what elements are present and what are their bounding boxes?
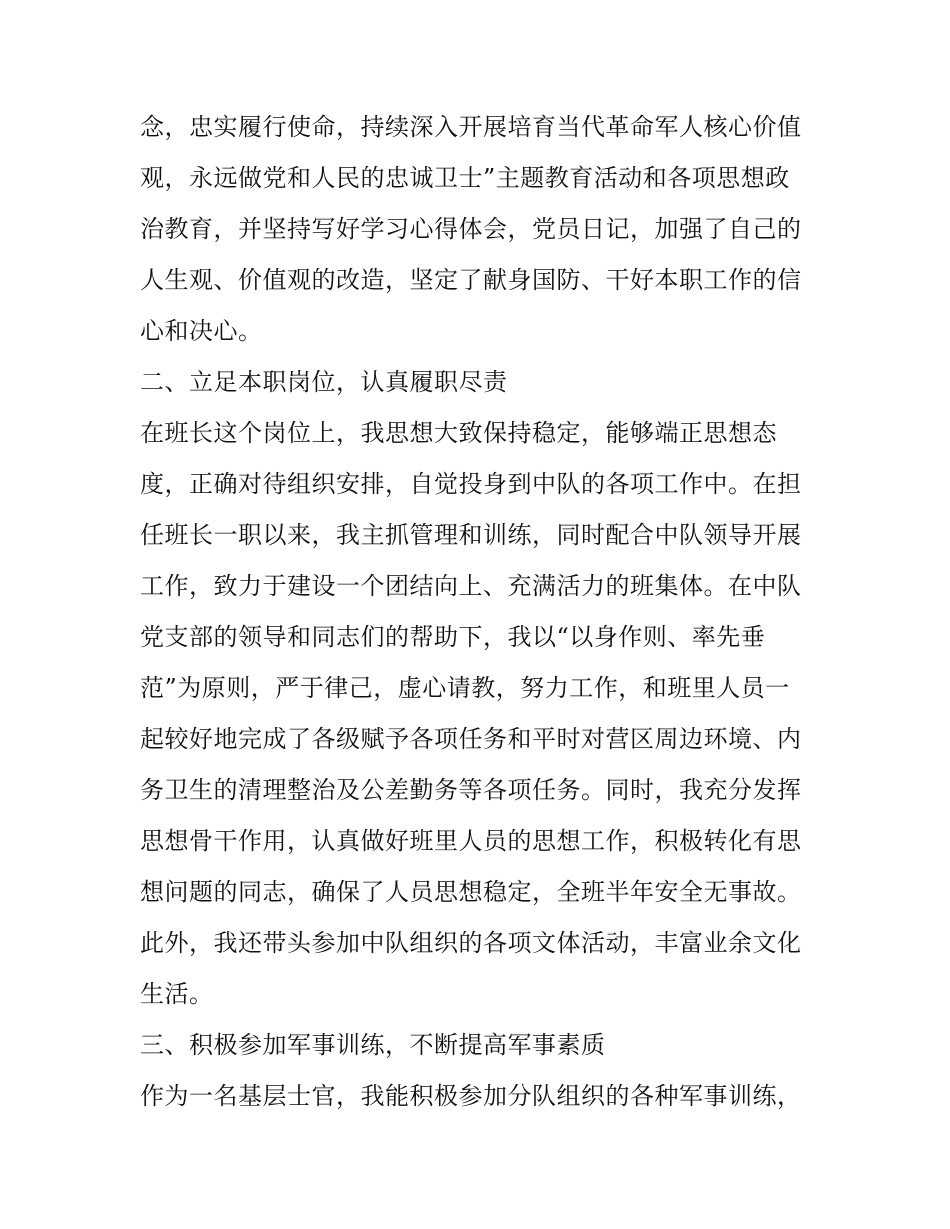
text-line: 任班长一职以来，我主抓管理和训练，同时配合中队领导开展: [140, 521, 802, 549]
text-line: 心和决心。: [140, 317, 263, 345]
section-heading: 二、立足本职岗位，认真履职尽责: [140, 368, 508, 396]
text-line: 思想骨干作用，认真做好班里人员的思想工作，积极转化有思: [140, 827, 802, 855]
text-line: 务卫生的清理整治及公差勤务等各项任务。同时，我充分发挥: [140, 776, 802, 804]
text-line: 生活。: [140, 980, 214, 1008]
text-line: 在班长这个岗位上，我思想大致保持稳定，能够端正思想态: [140, 419, 777, 447]
text-line: 此外，我还带头参加中队组织的各项文体活动，丰富业余文化: [140, 929, 802, 957]
text-line: 作为一名基层士官，我能积极参加分队组织的各种军事训练，: [140, 1082, 802, 1110]
text-line: 观，永远做党和人民的忠诚卫士”主题教育活动和各项思想政: [140, 164, 790, 192]
text-line: 范”为原则，严于律己，虚心请教，努力工作，和班里人员一: [140, 674, 790, 702]
text-line: 起较好地完成了各级赋予各项任务和平时对营区周边环境、内: [140, 725, 802, 753]
text-line: 念，忠实履行使命，持续深入开展培育当代革命军人核心价值: [140, 113, 802, 141]
text-line: 度，正确对待组织安排，自觉投身到中队的各项工作中。在担: [140, 470, 802, 498]
text-line: 人生观、价值观的改造，坚定了献身国防、干好本职工作的信: [140, 266, 802, 294]
section-heading: 三、积极参加军事训练，不断提高军事素质: [140, 1031, 606, 1059]
text-line: 治教育，并坚持写好学习心得体会，党员日记，加强了自己的: [140, 215, 802, 243]
text-line: 想问题的同志，确保了人员思想稳定，全班半年安全无事故。: [140, 878, 802, 906]
text-line: 工作，致力于建设一个团结向上、充满活力的班集体。在中队: [140, 572, 802, 600]
text-line: 党支部的领导和同志们的帮助下，我以“以身作则、率先垂: [140, 623, 766, 651]
